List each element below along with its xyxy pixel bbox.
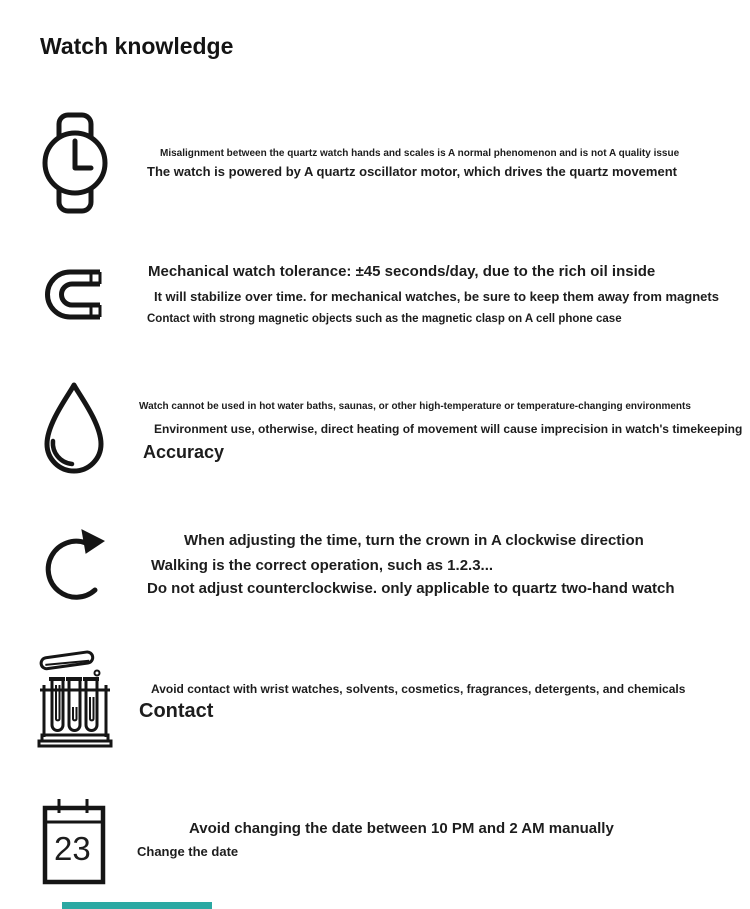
section-crown-text: Walking is the correct operation, such as 1.2.3...	[151, 557, 494, 574]
section-quartz-text: The watch is powered by A quartz oscillator motor, which drives the quartz movement	[147, 164, 677, 179]
section-contact-note: Avoid contact with wrist watches, solvents, cosmetics, fragrances, detergents, and chemicals	[151, 682, 686, 696]
wrist-watch-icon	[42, 112, 108, 214]
section-crown-note: Do not adjust counterclockwise. only applicable to quartz two-hand watch	[147, 580, 675, 597]
magnet-icon	[42, 265, 106, 325]
section-accuracy-text: Environment use, otherwise, direct heating of movement will cause imprecision in watch's timekeeping	[154, 422, 743, 436]
section-date-headline: Avoid changing the date between 10 PM and 2 AM manually	[189, 820, 614, 837]
accent-bar	[62, 902, 212, 909]
section-magnet-headline: Mechanical watch tolerance: ±45 seconds/day, due to the rich oil inside	[148, 263, 656, 280]
test-tubes-icon	[36, 645, 114, 749]
calendar-day-number: 23	[54, 830, 91, 867]
section-contact-heading: Contact	[139, 700, 214, 722]
clockwise-arrow-icon	[42, 522, 110, 612]
section-magnet-note: Contact with strong magnetic objects such as the magnetic clasp on A cell phone case	[147, 313, 622, 325]
section-accuracy-heading: Accuracy	[143, 442, 225, 462]
section-date-text: Change the date	[137, 844, 239, 859]
section-quartz-note: Misalignment between the quartz watch hands and scales is A normal phenomenon and is not A quality issue	[160, 148, 680, 159]
section-magnet-text: It will stabilize over time. for mechanical watches, be sure to keep them away from magnets	[154, 289, 719, 304]
section-accuracy-note: Watch cannot be used in hot water baths, saunas, or other high-temperature or temperature-changing environments	[139, 401, 691, 412]
water-drop-icon	[40, 381, 108, 481]
page-title: Watch knowledge	[40, 33, 234, 59]
section-crown-headline: When adjusting the time, turn the crown in A clockwise direction	[184, 532, 644, 549]
